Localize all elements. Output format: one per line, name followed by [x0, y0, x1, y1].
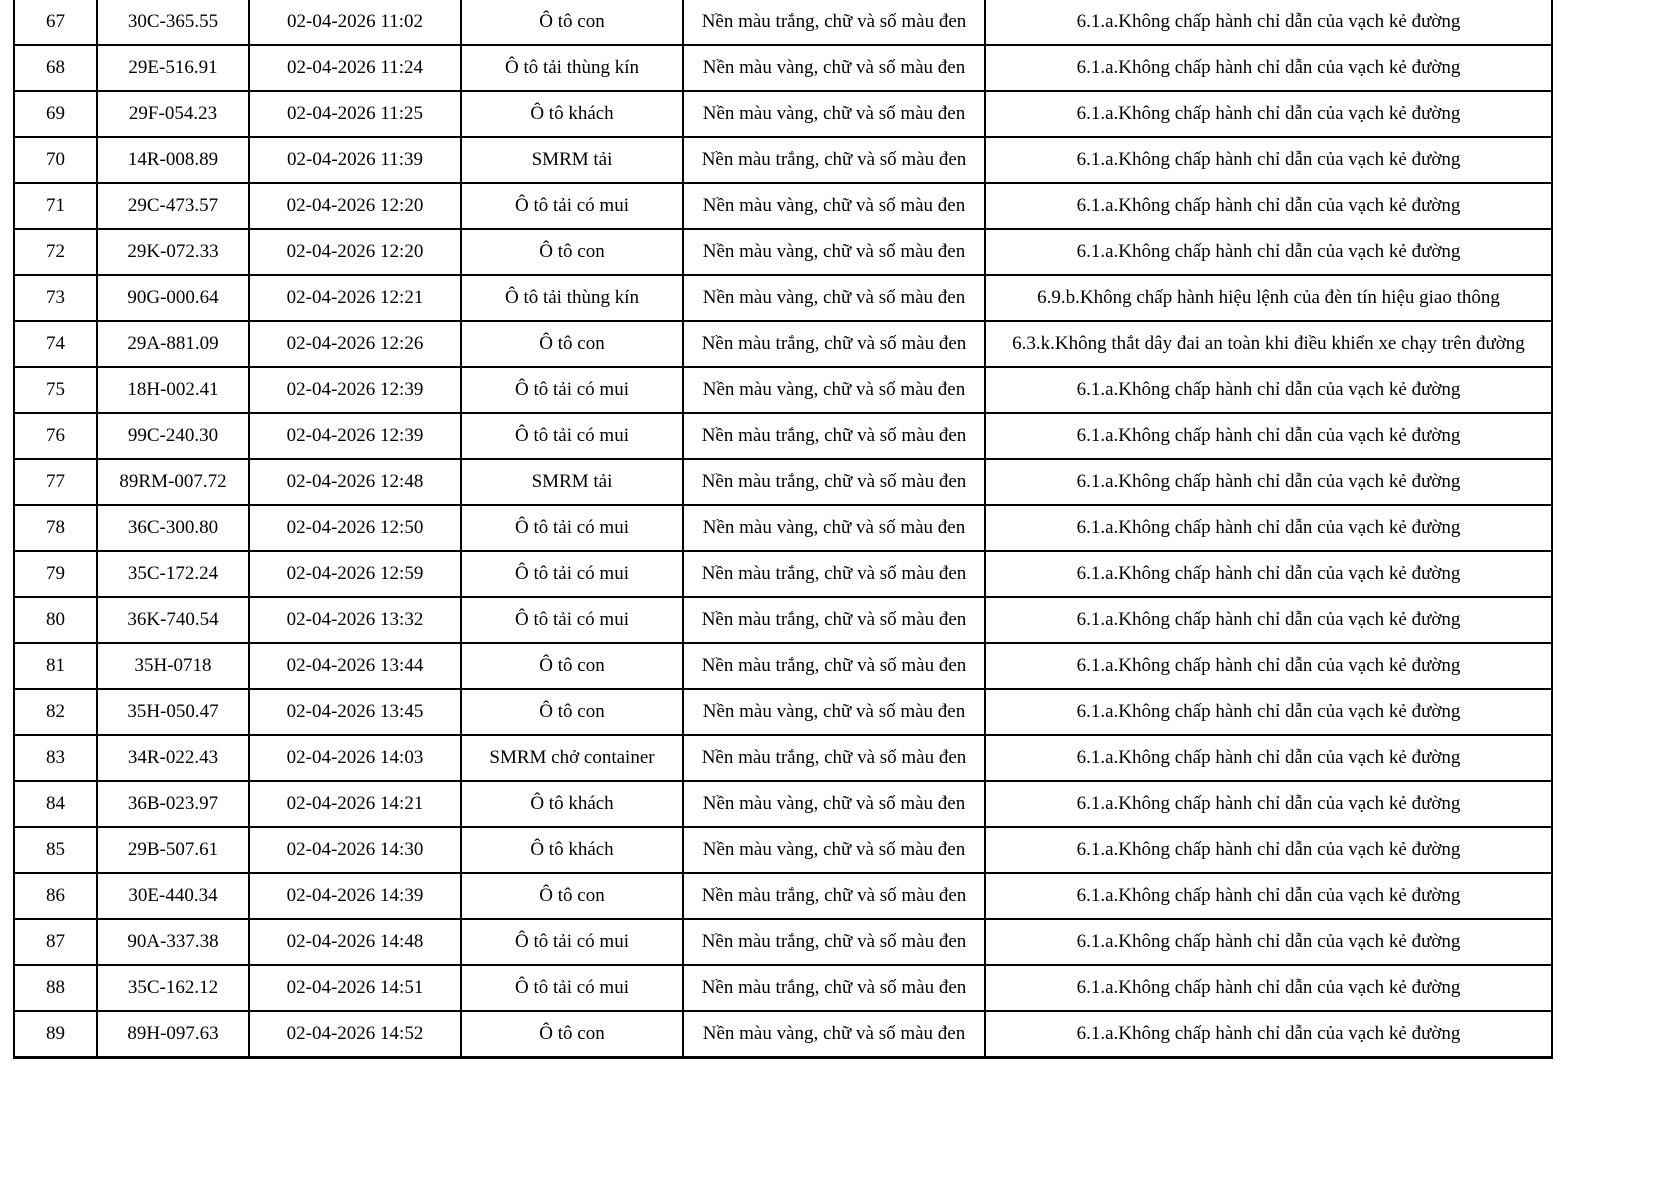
- table-row: [14, 367, 1552, 413]
- row-number-cell: 71: [14, 183, 97, 229]
- violation-time-cell: 02-04-2026 12:39: [249, 367, 461, 413]
- violation-time-cell: 02-04-2026 14:03: [249, 735, 461, 781]
- violations-table-page: [13, 0, 1551, 1059]
- violation-time-cell: 02-04-2026 14:30: [249, 827, 461, 873]
- violation-description-cell: 6.1.a.Không chấp hành chỉ dẫn của vạch kẻ đường: [985, 413, 1552, 459]
- plate-color-cell: Nền màu vàng, chữ và số màu đen: [683, 505, 985, 551]
- vehicle-type-cell: Ô tô tải có mui: [461, 597, 683, 643]
- row-number-cell: 72: [14, 229, 97, 275]
- table-row: [14, 0, 1552, 45]
- vehicle-type-cell: Ô tô tải có mui: [461, 183, 683, 229]
- vehicle-type-cell: Ô tô khách: [461, 91, 683, 137]
- row-number-cell: 89: [14, 1011, 97, 1058]
- violation-time-cell: 02-04-2026 12:20: [249, 183, 461, 229]
- table-row: [14, 919, 1552, 965]
- plate-color-cell: Nền màu vàng, chữ và số màu đen: [683, 827, 985, 873]
- table-row: [14, 873, 1552, 919]
- row-number-cell: 68: [14, 45, 97, 91]
- table-row: [14, 735, 1552, 781]
- license-plate-cell: 29B-507.61: [97, 827, 249, 873]
- violation-description-cell: 6.3.k.Không thắt dây đai an toàn khi điều khiển xe chạy trên đường: [985, 321, 1552, 367]
- license-plate-cell: 35C-162.12: [97, 965, 249, 1011]
- table-row: [14, 1011, 1552, 1058]
- violation-time-cell: 02-04-2026 11:24: [249, 45, 461, 91]
- violation-description-cell: 6.1.a.Không chấp hành chỉ dẫn của vạch kẻ đường: [985, 229, 1552, 275]
- vehicle-type-cell: Ô tô tải thùng kín: [461, 275, 683, 321]
- row-number-cell: 81: [14, 643, 97, 689]
- table-row: [14, 551, 1552, 597]
- vehicle-type-cell: SMRM tải: [461, 459, 683, 505]
- row-number-cell: 77: [14, 459, 97, 505]
- license-plate-cell: 29K-072.33: [97, 229, 249, 275]
- plate-color-cell: Nền màu vàng, chữ và số màu đen: [683, 45, 985, 91]
- violation-description-cell: 6.1.a.Không chấp hành chỉ dẫn của vạch kẻ đường: [985, 781, 1552, 827]
- violation-description-cell: 6.1.a.Không chấp hành chỉ dẫn của vạch kẻ đường: [985, 367, 1552, 413]
- row-number-cell: 82: [14, 689, 97, 735]
- license-plate-cell: 29C-473.57: [97, 183, 249, 229]
- violation-time-cell: 02-04-2026 12:20: [249, 229, 461, 275]
- violation-time-cell: 02-04-2026 12:50: [249, 505, 461, 551]
- vehicle-type-cell: Ô tô con: [461, 873, 683, 919]
- table-row: [14, 91, 1552, 137]
- table-row: [14, 505, 1552, 551]
- plate-color-cell: Nền màu vàng, chữ và số màu đen: [683, 183, 985, 229]
- violation-time-cell: 02-04-2026 13:44: [249, 643, 461, 689]
- license-plate-cell: 35H-050.47: [97, 689, 249, 735]
- row-number-cell: 69: [14, 91, 97, 137]
- vehicle-type-cell: Ô tô tải thùng kín: [461, 45, 683, 91]
- row-number-cell: 79: [14, 551, 97, 597]
- violation-description-cell: 6.1.a.Không chấp hành chỉ dẫn của vạch kẻ đường: [985, 1011, 1552, 1058]
- license-plate-cell: 36K-740.54: [97, 597, 249, 643]
- table-row: [14, 229, 1552, 275]
- table-row: [14, 459, 1552, 505]
- violation-description-cell: 6.1.a.Không chấp hành chỉ dẫn của vạch kẻ đường: [985, 689, 1552, 735]
- table-row: [14, 321, 1552, 367]
- row-number-cell: 84: [14, 781, 97, 827]
- plate-color-cell: Nền màu vàng, chữ và số màu đen: [683, 781, 985, 827]
- plate-color-cell: Nền màu trắng, chữ và số màu đen: [683, 643, 985, 689]
- vehicle-type-cell: Ô tô tải có mui: [461, 367, 683, 413]
- violation-time-cell: 02-04-2026 12:39: [249, 413, 461, 459]
- row-number-cell: 87: [14, 919, 97, 965]
- violation-time-cell: 02-04-2026 13:32: [249, 597, 461, 643]
- vehicle-type-cell: Ô tô tải có mui: [461, 965, 683, 1011]
- plate-color-cell: Nền màu vàng, chữ và số màu đen: [683, 275, 985, 321]
- row-number-cell: 83: [14, 735, 97, 781]
- violation-time-cell: 02-04-2026 11:25: [249, 91, 461, 137]
- violations-table-body: [14, 0, 1552, 1058]
- violation-description-cell: 6.1.a.Không chấp hành chỉ dẫn của vạch kẻ đường: [985, 459, 1552, 505]
- violation-time-cell: 02-04-2026 12:59: [249, 551, 461, 597]
- table-row: [14, 827, 1552, 873]
- plate-color-cell: Nền màu trắng, chữ và số màu đen: [683, 597, 985, 643]
- violation-description-cell: 6.1.a.Không chấp hành chỉ dẫn của vạch kẻ đường: [985, 137, 1552, 183]
- row-number-cell: 85: [14, 827, 97, 873]
- violation-description-cell: 6.1.a.Không chấp hành chỉ dẫn của vạch kẻ đường: [985, 735, 1552, 781]
- violation-description-cell: 6.1.a.Không chấp hành chỉ dẫn của vạch kẻ đường: [985, 827, 1552, 873]
- table-row: [14, 413, 1552, 459]
- license-plate-cell: 89RM-007.72: [97, 459, 249, 505]
- vehicle-type-cell: Ô tô con: [461, 321, 683, 367]
- violation-time-cell: 02-04-2026 14:48: [249, 919, 461, 965]
- violation-description-cell: 6.1.a.Không chấp hành chỉ dẫn của vạch kẻ đường: [985, 643, 1552, 689]
- plate-color-cell: Nền màu trắng, chữ và số màu đen: [683, 413, 985, 459]
- license-plate-cell: 18H-002.41: [97, 367, 249, 413]
- license-plate-cell: 89H-097.63: [97, 1011, 249, 1058]
- table-row: [14, 689, 1552, 735]
- table-row: [14, 45, 1552, 91]
- plate-color-cell: Nền màu trắng, chữ và số màu đen: [683, 965, 985, 1011]
- violation-time-cell: 02-04-2026 14:21: [249, 781, 461, 827]
- table-row: [14, 597, 1552, 643]
- violation-description-cell: 6.9.b.Không chấp hành hiệu lệnh của đèn tín hiệu giao thông: [985, 275, 1552, 321]
- table-row: [14, 965, 1552, 1011]
- license-plate-cell: 36B-023.97: [97, 781, 249, 827]
- license-plate-cell: 34R-022.43: [97, 735, 249, 781]
- plate-color-cell: Nền màu vàng, chữ và số màu đen: [683, 91, 985, 137]
- plate-color-cell: Nền màu trắng, chữ và số màu đen: [683, 551, 985, 597]
- violation-time-cell: 02-04-2026 14:52: [249, 1011, 461, 1058]
- plate-color-cell: Nền màu trắng, chữ và số màu đen: [683, 0, 985, 45]
- row-number-cell: 78: [14, 505, 97, 551]
- license-plate-cell: 36C-300.80: [97, 505, 249, 551]
- plate-color-cell: Nền màu vàng, chữ và số màu đen: [683, 1011, 985, 1058]
- license-plate-cell: 35C-172.24: [97, 551, 249, 597]
- violation-time-cell: 02-04-2026 12:21: [249, 275, 461, 321]
- plate-color-cell: Nền màu trắng, chữ và số màu đen: [683, 873, 985, 919]
- vehicle-type-cell: Ô tô con: [461, 0, 683, 45]
- table-row: [14, 275, 1552, 321]
- vehicle-type-cell: Ô tô tải có mui: [461, 919, 683, 965]
- violation-time-cell: 02-04-2026 11:02: [249, 0, 461, 45]
- violation-description-cell: 6.1.a.Không chấp hành chỉ dẫn của vạch kẻ đường: [985, 551, 1552, 597]
- table-row: [14, 183, 1552, 229]
- row-number-cell: 75: [14, 367, 97, 413]
- vehicle-type-cell: SMRM tải: [461, 137, 683, 183]
- plate-color-cell: Nền màu vàng, chữ và số màu đen: [683, 689, 985, 735]
- violation-description-cell: 6.1.a.Không chấp hành chỉ dẫn của vạch kẻ đường: [985, 91, 1552, 137]
- license-plate-cell: 35H-0718: [97, 643, 249, 689]
- license-plate-cell: 90A-337.38: [97, 919, 249, 965]
- row-number-cell: 88: [14, 965, 97, 1011]
- table-row: [14, 781, 1552, 827]
- vehicle-type-cell: Ô tô con: [461, 229, 683, 275]
- violation-description-cell: 6.1.a.Không chấp hành chỉ dẫn của vạch kẻ đường: [985, 45, 1552, 91]
- violation-description-cell: 6.1.a.Không chấp hành chỉ dẫn của vạch kẻ đường: [985, 0, 1552, 45]
- vehicle-type-cell: Ô tô tải có mui: [461, 505, 683, 551]
- violation-time-cell: 02-04-2026 11:39: [249, 137, 461, 183]
- row-number-cell: 73: [14, 275, 97, 321]
- violation-description-cell: 6.1.a.Không chấp hành chỉ dẫn của vạch kẻ đường: [985, 183, 1552, 229]
- plate-color-cell: Nền màu trắng, chữ và số màu đen: [683, 919, 985, 965]
- license-plate-cell: 29E-516.91: [97, 45, 249, 91]
- violation-description-cell: 6.1.a.Không chấp hành chỉ dẫn của vạch kẻ đường: [985, 873, 1552, 919]
- violation-description-cell: 6.1.a.Không chấp hành chỉ dẫn của vạch kẻ đường: [985, 965, 1552, 1011]
- vehicle-type-cell: Ô tô tải có mui: [461, 551, 683, 597]
- license-plate-cell: 99C-240.30: [97, 413, 249, 459]
- violation-description-cell: 6.1.a.Không chấp hành chỉ dẫn của vạch kẻ đường: [985, 505, 1552, 551]
- violation-description-cell: 6.1.a.Không chấp hành chỉ dẫn của vạch kẻ đường: [985, 919, 1552, 965]
- row-number-cell: 67: [14, 0, 97, 45]
- row-number-cell: 70: [14, 137, 97, 183]
- plate-color-cell: Nền màu trắng, chữ và số màu đen: [683, 137, 985, 183]
- vehicle-type-cell: Ô tô khách: [461, 827, 683, 873]
- row-number-cell: 74: [14, 321, 97, 367]
- vehicle-type-cell: SMRM chở container: [461, 735, 683, 781]
- violation-time-cell: 02-04-2026 12:48: [249, 459, 461, 505]
- row-number-cell: 80: [14, 597, 97, 643]
- license-plate-cell: 29F-054.23: [97, 91, 249, 137]
- license-plate-cell: 30E-440.34: [97, 873, 249, 919]
- plate-color-cell: Nền màu trắng, chữ và số màu đen: [683, 459, 985, 505]
- violation-time-cell: 02-04-2026 13:45: [249, 689, 461, 735]
- vehicle-type-cell: Ô tô con: [461, 689, 683, 735]
- violation-description-cell: 6.1.a.Không chấp hành chỉ dẫn của vạch kẻ đường: [985, 597, 1552, 643]
- license-plate-cell: 14R-008.89: [97, 137, 249, 183]
- vehicle-type-cell: Ô tô con: [461, 1011, 683, 1058]
- plate-color-cell: Nền màu trắng, chữ và số màu đen: [683, 735, 985, 781]
- violation-time-cell: 02-04-2026 14:39: [249, 873, 461, 919]
- table-row: [14, 643, 1552, 689]
- plate-color-cell: Nền màu vàng, chữ và số màu đen: [683, 367, 985, 413]
- plate-color-cell: Nền màu vàng, chữ và số màu đen: [683, 229, 985, 275]
- violation-time-cell: 02-04-2026 12:26: [249, 321, 461, 367]
- violation-time-cell: 02-04-2026 14:51: [249, 965, 461, 1011]
- vehicle-type-cell: Ô tô khách: [461, 781, 683, 827]
- plate-color-cell: Nền màu trắng, chữ và số màu đen: [683, 321, 985, 367]
- license-plate-cell: 30C-365.55: [97, 0, 249, 45]
- violations-table: [13, 0, 1553, 1059]
- license-plate-cell: 90G-000.64: [97, 275, 249, 321]
- row-number-cell: 86: [14, 873, 97, 919]
- license-plate-cell: 29A-881.09: [97, 321, 249, 367]
- vehicle-type-cell: Ô tô con: [461, 643, 683, 689]
- row-number-cell: 76: [14, 413, 97, 459]
- vehicle-type-cell: Ô tô tải có mui: [461, 413, 683, 459]
- table-row: [14, 137, 1552, 183]
